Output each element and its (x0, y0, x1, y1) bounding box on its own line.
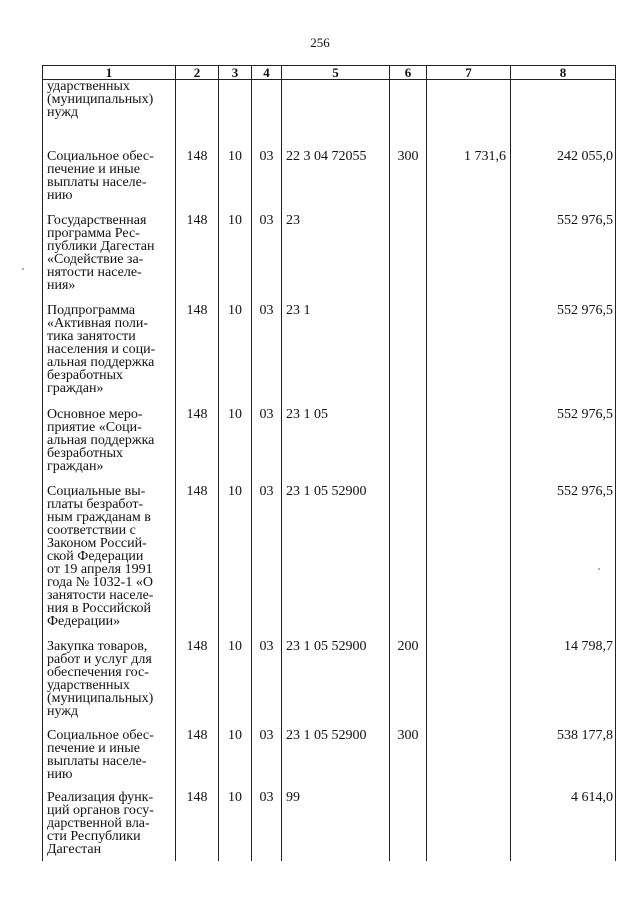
item-name: Реализация функ- ций органов госу- дарственной вла- сти Республики Дагестан (43, 791, 176, 861)
ministry-code: 148 (176, 408, 219, 485)
table-row (43, 729, 616, 791)
ministry-code: 148 (176, 214, 219, 304)
section-code: 10 (219, 214, 252, 304)
target-article: 23 1 (282, 304, 390, 408)
item-name: Подпрограмма «Активная поли- тика занятости населения и соци- альная поддержка безработных граждан» (43, 304, 176, 408)
page-number: 256 (310, 35, 330, 50)
subvention-amount (427, 640, 511, 729)
target-article: 23 1 05 52900 (282, 640, 390, 729)
target-article: 23 1 05 52900 (282, 729, 390, 791)
table-row (43, 640, 616, 729)
section-code: 10 (219, 304, 252, 408)
total-amount: 552 976,5 (511, 408, 616, 485)
table-row (43, 791, 616, 861)
total-amount: 552 976,5 (511, 214, 616, 304)
column-header: 1 (43, 66, 176, 80)
section-code: 10 (219, 791, 252, 861)
item-name: Социальное обес- печение и иные выплаты населе- нию (43, 729, 176, 791)
subvention-amount (427, 304, 511, 408)
subvention-amount: 1 731,6 (427, 150, 511, 214)
ministry-code (176, 80, 219, 150)
subvention-amount (427, 791, 511, 861)
subvention-amount (427, 408, 511, 485)
table-row (43, 304, 616, 408)
expense-type (390, 214, 427, 304)
subvention-amount (427, 729, 511, 791)
subsection-code: 03 (252, 640, 282, 729)
target-article (282, 80, 390, 150)
table-row (43, 150, 616, 214)
item-name: Государственная программа Рес- публики Дагестан «Содействие за- нятости населе- ния» (43, 214, 176, 304)
subsection-code: 03 (252, 150, 282, 214)
total-amount: 4 614,0 (511, 791, 616, 861)
column-header: 2 (176, 66, 219, 80)
expense-type: 200 (390, 640, 427, 729)
column-header: 8 (511, 66, 616, 80)
expense-type (390, 408, 427, 485)
subvention-amount (427, 485, 511, 640)
target-article: 99 (282, 791, 390, 861)
expense-type (390, 304, 427, 408)
subsection-code: 03 (252, 729, 282, 791)
total-amount: 552 976,5 (511, 485, 616, 640)
total-amount: 14 798,7 (511, 640, 616, 729)
subsection-code: 03 (252, 304, 282, 408)
column-header: 7 (427, 66, 511, 80)
column-header: 5 (282, 66, 390, 80)
subvention-amount (427, 80, 511, 150)
section-code: 10 (219, 150, 252, 214)
scan-speck (598, 568, 600, 570)
table-row (43, 214, 616, 304)
target-article: 23 1 05 52900 (282, 485, 390, 640)
ministry-code: 148 (176, 485, 219, 640)
ministry-code: 148 (176, 150, 219, 214)
section-code: 10 (219, 640, 252, 729)
section-code (219, 80, 252, 150)
target-article: 23 1 05 (282, 408, 390, 485)
ministry-code: 148 (176, 304, 219, 408)
expense-type: 300 (390, 729, 427, 791)
header-row (43, 66, 616, 80)
scan-speck (22, 268, 24, 270)
item-name: Закупка товаров, работ и услуг для обеспечения гос- ударственных (муниципальных) нужд (43, 640, 176, 729)
expense-type (390, 485, 427, 640)
table-row (43, 408, 616, 485)
expense-type (390, 791, 427, 861)
section-code: 10 (219, 729, 252, 791)
target-article: 22 3 04 72055 (282, 150, 390, 214)
section-code: 10 (219, 485, 252, 640)
total-amount: 242 055,0 (511, 150, 616, 214)
item-name: Социальные вы- платы безработ- ным гражданам в соответствии с Законом Россий- ской Федерации от 19 апреля 1991 года № 1032-1 «О занятости населе- ния в Российской Федерации» (43, 485, 176, 640)
section-code: 10 (219, 408, 252, 485)
column-header: 6 (390, 66, 427, 80)
total-amount: 538 177,8 (511, 729, 616, 791)
item-name: Основное меро- приятие «Соци- альная поддержка безработных граждан» (43, 408, 176, 485)
target-article: 23 (282, 214, 390, 304)
ministry-code: 148 (176, 729, 219, 791)
subvention-amount (427, 214, 511, 304)
budget-table (42, 65, 616, 861)
table-row (43, 80, 616, 150)
ministry-code: 148 (176, 640, 219, 729)
ministry-code: 148 (176, 791, 219, 861)
subsection-code: 03 (252, 791, 282, 861)
subsection-code: 03 (252, 408, 282, 485)
expense-type (390, 80, 427, 150)
item-name: Социальное обес- печение и иные выплаты населе- нию (43, 150, 176, 214)
subsection-code: 03 (252, 214, 282, 304)
expense-type: 300 (390, 150, 427, 214)
table-row (43, 485, 616, 640)
total-amount: 552 976,5 (511, 304, 616, 408)
total-amount (511, 80, 616, 150)
subsection-code: 03 (252, 485, 282, 640)
subsection-code (252, 80, 282, 150)
item-name: ударственных (муниципальных) нужд (43, 80, 176, 150)
column-header: 3 (219, 66, 252, 80)
column-header: 4 (252, 66, 282, 80)
